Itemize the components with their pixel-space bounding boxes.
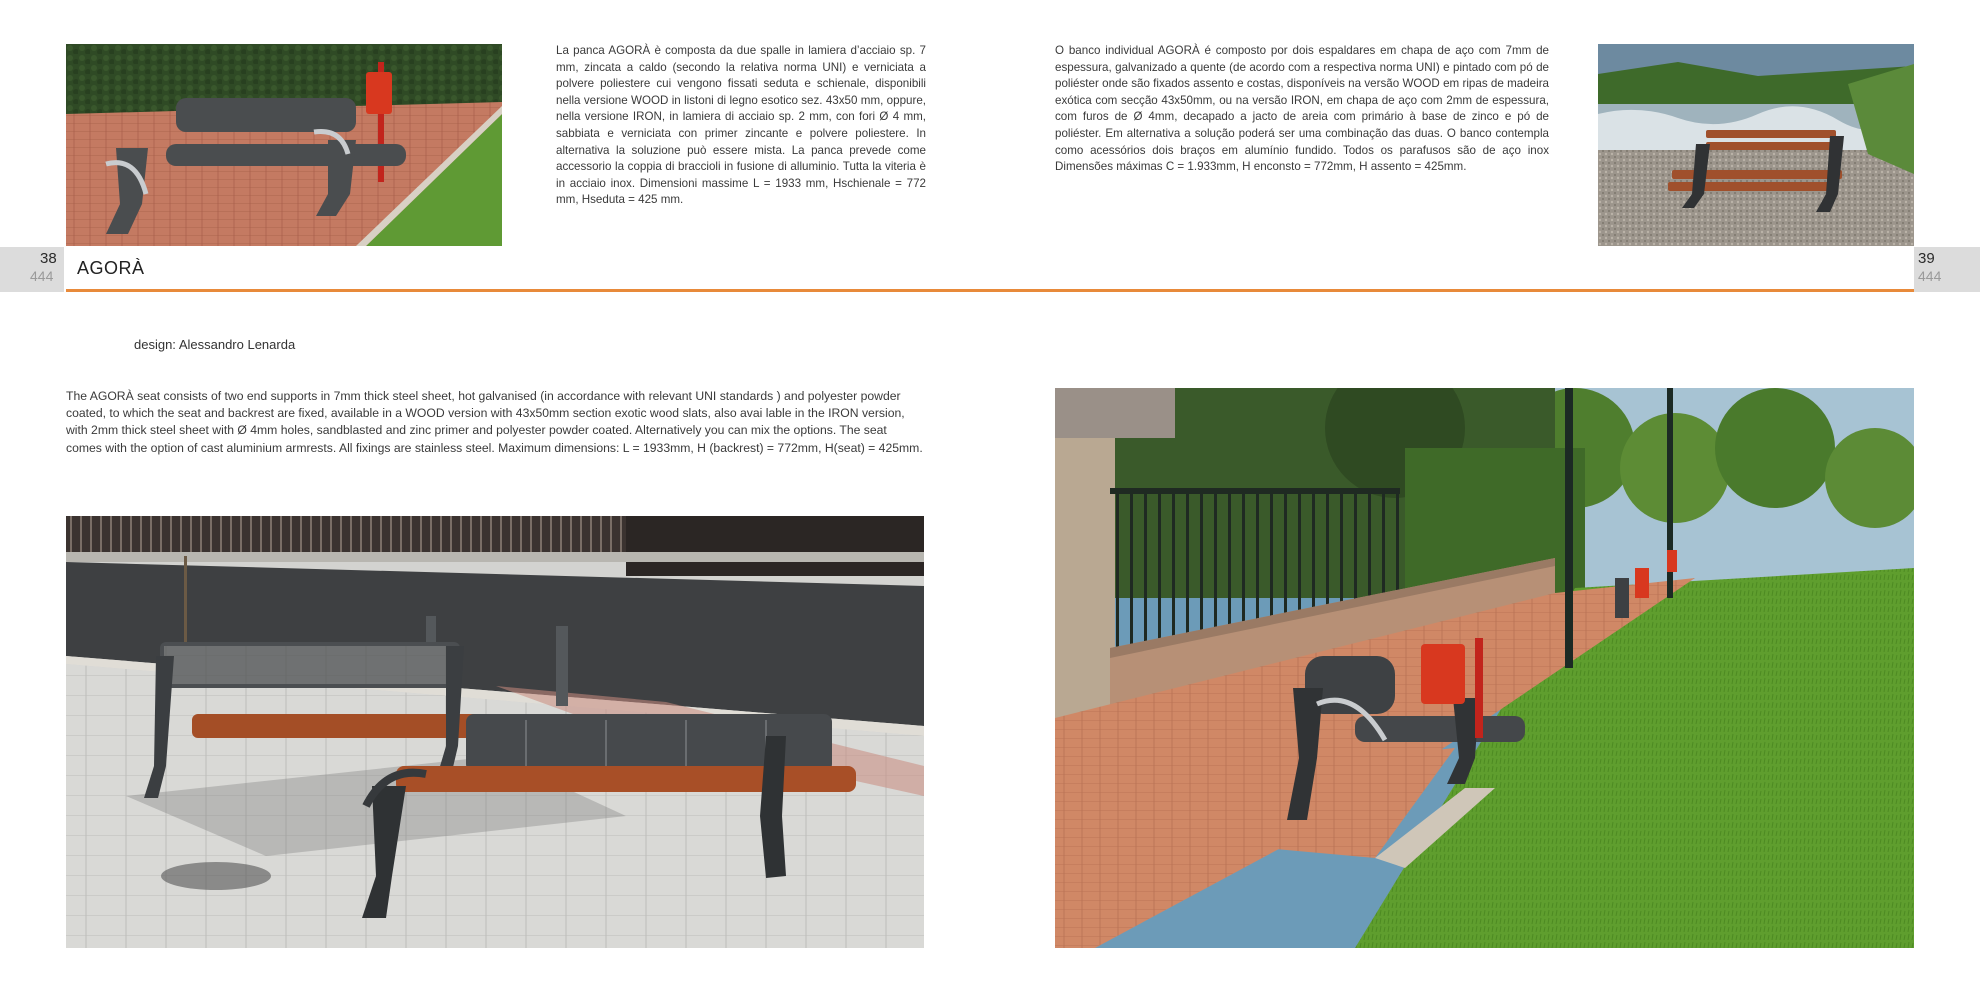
right-page-sub: 444 <box>1918 268 1942 284</box>
benches-photo-plaza <box>66 516 924 948</box>
right-page-number: 39 <box>1918 250 1935 267</box>
description-italian: La panca AGORÀ è composta da due spalle in lamiera d’acciaio sp. 7 mm, zincata a caldo (secondo la relativa norma UNI) e verniciata a polvere poliestere cui vengono fissati seduta e schienale, disponibili nella versione WOOD in listoni di legno esotico sez. 43x50 mm, oppure, nella versione IRON, in lamiera di acciaio sp. 2 mm, con fori Ø 4 mm, sabbiata e verniciata con primer zincante e polvere poliestere. In alternativa la soluzione può essere mista. La panca prevede come accessorio la coppia di braccioli in fusione di alluminio. Tutta la viteria è in acciaio inox. Dimensioni massime L = 1933 mm, Hschienale = 772 mm, Hseduta = 425 mm. <box>556 44 926 207</box>
description-portuguese: O banco individual AGORÀ é composto por dois espaldares em chapa de aço com 7mm de espessura, galvanizado a quente (de acordo com a respectiva norma UNI) e pintado com pó de poliéster onde são fixados assento e costas, disponíveis na versão WOOD em ripas de madeira exótica com secção 43x50mm, ou na versão IRON, em chapa de aço com 2mm de espessura, com furos de Ø 4mm, decapado a jacto de areia com primário à base de zinco e pó de poliéster. Em alternativa a solução poderá ser uma combinação das duas. O banco contempla como acessórios dois braços em alumínio fundido. Todos os parafusos são de aço inox Dimensões máximas C = 1.933mm, H enconsto = 772mm, H assento = 425mm. <box>1055 44 1549 174</box>
left-page-sub: 444 <box>30 268 54 284</box>
designer-credit: design: Alessandro Lenarda <box>134 337 296 352</box>
bench-photo-park-path <box>66 44 502 246</box>
benches-photo-garden-walkway <box>1055 388 1914 948</box>
page-title: AGORÀ <box>77 258 145 278</box>
left-page-number: 38 <box>40 250 57 267</box>
orange-rule <box>66 289 1914 292</box>
bench-photo-riverbank <box>1598 44 1914 246</box>
description-english: The AGORÀ seat consists of two end supports in 7mm thick steel sheet, hot galvanised (in accordance with relevant UNI standards ) and polyester powder coated, to which the seat and backrest are fixed, available in a WOOD version with 43x50mm section exotic wood slats, also avai lable in the IRON version, with 2mm thick steel sheet with Ø 4mm holes, sandblasted and zinc primer and polyester powder coated. Alternatively you can mix the options. The seat comes with the option of cast aluminium armrests. All fixings are stainless steel. Maximum dimensions: L = 1933mm, H (backrest) = 772mm, H(seat) = 425mm. <box>66 389 923 455</box>
